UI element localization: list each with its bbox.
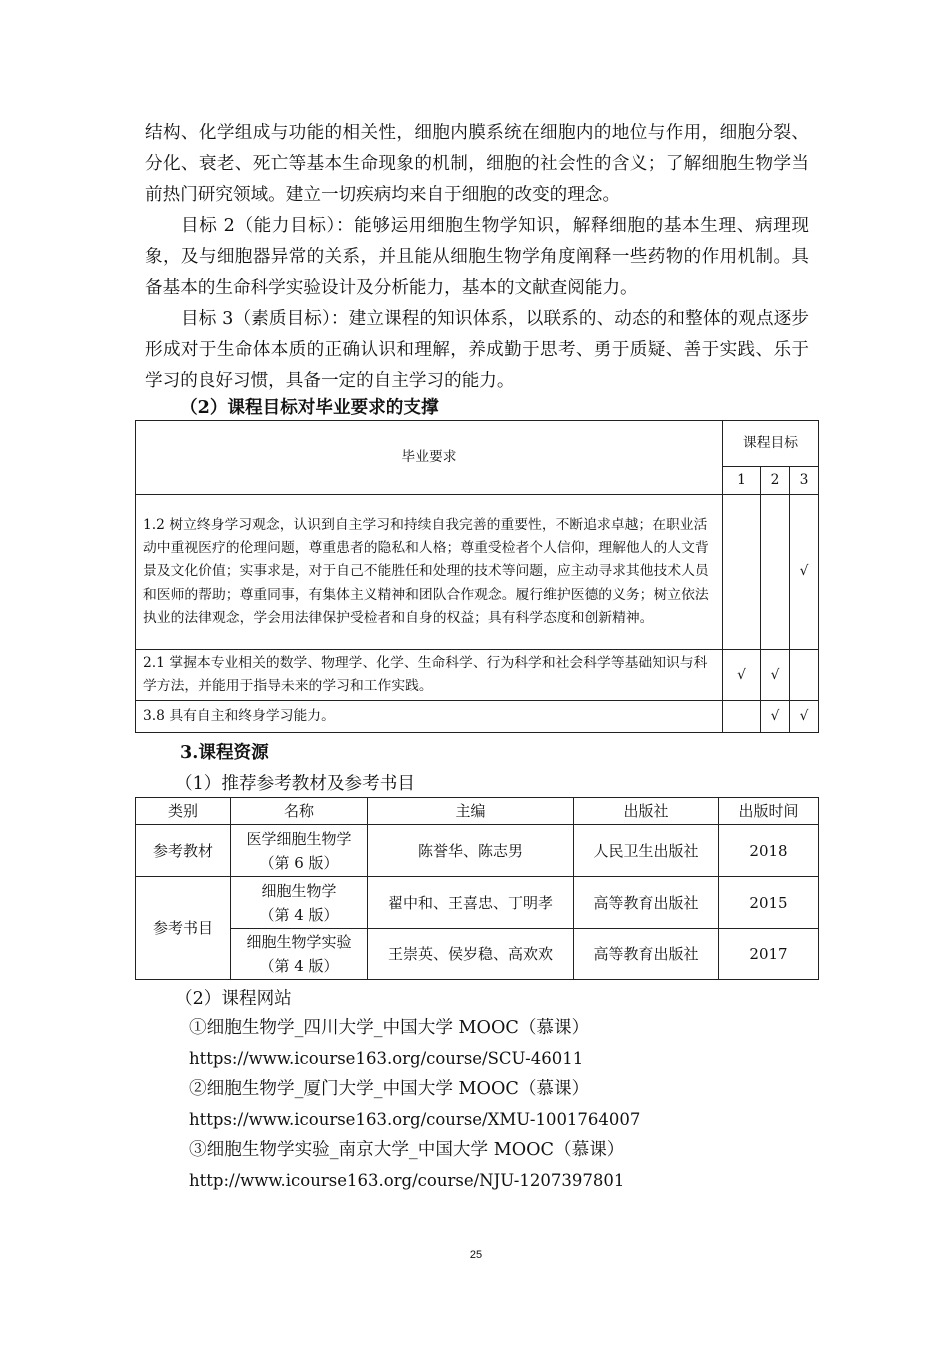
book-name: 医学细胞生物学 — [246, 829, 352, 848]
check-mark: √ — [790, 701, 819, 733]
book-name-cell — [231, 877, 368, 929]
table-row — [136, 929, 819, 980]
check-mark: √ — [761, 650, 790, 701]
category-cell: 参考教材 — [136, 825, 231, 877]
website-url-link[interactable]: http://www.icourse163.org/course/NJU-1207397801 — [189, 1170, 625, 1190]
table-row — [136, 701, 819, 733]
check-mark — [790, 650, 819, 701]
goals-header-cell: 课程目标 — [723, 421, 819, 467]
check-mark — [723, 701, 761, 733]
column-header: 名称 — [231, 798, 368, 825]
requirements-support-table — [135, 420, 819, 733]
table-row — [136, 825, 819, 877]
website-url-link[interactable]: https://www.icourse163.org/course/SCU-46011 — [189, 1048, 584, 1068]
paragraph-ability-goal: 目标 2（能力目标）：能够运用细胞生物学知识，解释细胞的基本生理、病理现象，及与细胞器异常的关系，并且能从细胞生物学角度阐释一些药物的作用机制。具备基本的生命科学实验设计及分析能力，基本的文献查阅能力。 — [145, 216, 809, 298]
resources-section-heading: 3.课程资源 — [180, 742, 269, 763]
requirement-text: 1.2 树立终身学习观念，认识到自主学习和持续自我完善的重要性，不断追求卓越；在职业活动中重视医疗的伦理问题，尊重患者的隐私和人格；尊重受检者个人信仰，理解他人的人文背景及文化价值；实事求是，对于自己不能胜任和处理的技术等问题，应主动寻求其他技术人员和医师的帮助；尊重同事，有集体主义精神和团队合作观念。履行维护医德的义务；树立依法执业的法律观念，学会用法律保护受检者和自身的权益；具有科学态度和创新精神。 — [136, 495, 723, 650]
requirement-header-cell: 毕业要求 — [136, 421, 723, 495]
page-number: 25 — [469, 1249, 483, 1261]
goal-number: 1 — [723, 467, 761, 495]
websites-subheading: （2）课程网站 — [175, 989, 292, 1009]
check-mark — [761, 495, 790, 650]
check-mark: √ — [761, 701, 790, 733]
check-mark: √ — [723, 650, 761, 701]
table-row — [136, 495, 819, 650]
requirement-text: 2.1 掌握本专业相关的数学、物理学、化学、生命科学、行为科学和社会科学等基础知识与科学方法，并能用于指导未来的学习和工作实践。 — [136, 650, 723, 701]
book-name: 细胞生物学 — [261, 881, 337, 900]
paragraph-quality-goal: 目标 3（素质目标）：建立课程的知识体系，以联系的、动态的和整体的观点逐步形成对于生命体本质的正确认识和理解，养成勤于思考、勇于质疑、善于实践、乐于学习的良好习惯，具备一定的自主学习的能力。 — [145, 309, 809, 391]
category-cell: 参考书目 — [136, 877, 231, 980]
column-header: 出版时间 — [719, 798, 819, 825]
support-section-heading: （2）课程目标对毕业要求的支撑 — [180, 397, 439, 418]
requirement-text: 3.8 具有自主和终身学习能力。 — [136, 701, 723, 733]
table-header-row — [136, 421, 819, 467]
book-name-cell — [231, 825, 368, 877]
table-header-row — [136, 798, 819, 825]
check-mark — [723, 495, 761, 650]
table-row — [136, 877, 819, 929]
column-header: 主编 — [368, 798, 574, 825]
book-name-cell — [231, 929, 368, 980]
year-cell: 2018 — [719, 825, 819, 877]
reference-books-table — [135, 797, 819, 980]
year-cell: 2017 — [719, 929, 819, 980]
website-list — [189, 1013, 640, 1196]
paragraph-knowledge-goal: 结构、化学组成与功能的相关性，细胞内膜系统在细胞内的地位与作用，细胞分裂、分化、衰老、死亡等基本生命现象的机制，细胞的社会性的含义；了解细胞生物学当前热门研究领域。建立一切疾病均来自于细胞的改变的理念。 — [145, 123, 809, 205]
goal-number: 2 — [761, 467, 790, 495]
check-mark: √ — [790, 495, 819, 650]
textbooks-subheading: （1）推荐参考教材及参考书目 — [175, 774, 415, 794]
column-header: 出版社 — [574, 798, 719, 825]
publisher-cell: 人民卫生出版社 — [574, 825, 719, 877]
editor-cell: 王崇英、侯岁稳、高欢欢 — [368, 929, 574, 980]
website-title: ②细胞生物学_厦门大学_中国大学 MOOC（慕课） — [189, 1079, 590, 1099]
editor-cell: 陈誉华、陈志男 — [368, 825, 574, 877]
website-url-link[interactable]: https://www.icourse163.org/course/XMU-1001764007 — [189, 1109, 641, 1129]
column-header: 类别 — [136, 798, 231, 825]
book-edition: （第 4 版） — [259, 957, 339, 975]
table-row — [136, 650, 819, 701]
publisher-cell: 高等教育出版社 — [574, 929, 719, 980]
book-edition: （第 4 版） — [259, 905, 339, 924]
website-title: ③细胞生物学实验_南京大学_中国大学 MOOC（慕课） — [189, 1140, 625, 1160]
book-edition: （第 6 版） — [259, 853, 339, 872]
website-title: ①细胞生物学_四川大学_中国大学 MOOC（慕课） — [189, 1018, 590, 1038]
year-cell: 2015 — [719, 877, 819, 929]
editor-cell: 翟中和、王喜忠、丁明孝 — [368, 877, 574, 929]
goal-number: 3 — [790, 467, 819, 495]
book-name: 细胞生物学实验 — [246, 933, 352, 951]
publisher-cell: 高等教育出版社 — [574, 877, 719, 929]
